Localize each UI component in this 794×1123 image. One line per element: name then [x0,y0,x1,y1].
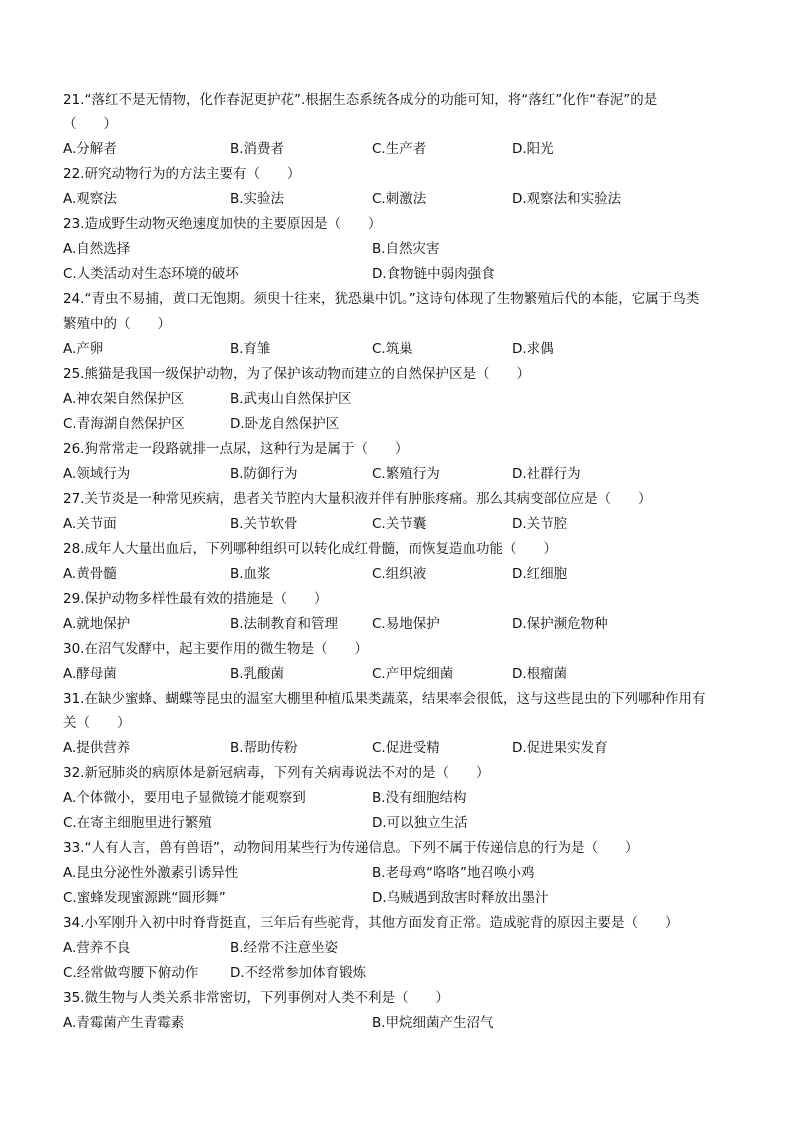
option-a: A.提供营养 [63,740,131,756]
question-33-stem: 33.“人有人言，兽有兽语”，动物间用某些行为传递信息。下列不属于传递信息的行为是（ ） [63,840,639,856]
option-b: B.育雏 [230,341,271,357]
question-25-stem: 25.熊猫是我国一级保护动物，为了保护该动物而建立的自然保护区是（ ） [63,366,530,382]
option-a: A.分解者 [63,141,117,157]
question-35-stem: 35.微生物与人类关系非常密切，下列事例对人类不利是（ ） [63,990,449,1006]
option-c: C.筑巢 [372,341,413,357]
option-d: D.食物链中弱肉强食 [372,266,495,282]
option-b: B.实验法 [230,191,285,207]
option-a: A.营养不良 [63,940,131,956]
question-30-options [63,664,743,684]
option-a: A.自然选择 [63,241,131,257]
option-a: A.产卵 [63,341,104,357]
option-b: B.法制教育和管理 [230,616,339,632]
option-d: D.不经常参加体育锻炼 [230,965,367,981]
question-21-options [63,139,743,159]
option-b: B.帮助传粉 [230,740,298,756]
option-b: B.消费者 [230,141,285,157]
option-a: A.观察法 [63,191,117,207]
question-26-options [63,464,743,484]
option-a: A.关节面 [63,516,117,532]
question-23-options-row-2 [63,264,743,284]
option-c: C.人类活动对生态环境的破坏 [63,266,239,282]
question-31-stem-line-1: 31.在缺少蜜蜂、蝴蝶等昆虫的温室大棚里种植瓜果类蔬菜，结果率会很低，这与这些昆虫的下列哪种作用有 [63,691,706,707]
option-c: C.产甲烷细菌 [372,666,454,682]
option-c: C.繁殖行为 [372,466,440,482]
question-23-stem: 23.造成野生动物灭绝速度加快的主要原因是（ ） [63,216,382,232]
question-31-options [63,738,743,758]
question-34-stem: 34.小军刚升入初中时脊背挺直，三年后有些驼背，其他方面发育正常。造成驼背的原因主要是（ ） [63,915,679,931]
question-33-options-row-2 [63,888,743,908]
option-a: A.个体微小，要用电子显微镜才能观察到 [63,790,306,806]
question-29-stem: 29.保护动物多样性最有效的措施是（ ） [63,591,328,607]
option-d: D.卧龙自然保护区 [230,416,340,432]
question-27-stem: 27.关节炎是一种常见疾病，患者关节腔内大量积液并伴有肿胀疼痛。那么其病变部位应是（ ） [63,491,652,507]
option-a: A.酵母菌 [63,666,117,682]
option-a: A.黄骨髓 [63,566,117,582]
option-d: D.红细胞 [512,566,568,582]
option-b: B.防御行为 [230,466,298,482]
option-c: C.关节囊 [372,516,427,532]
option-d: D.阳光 [512,141,554,157]
question-34-options-row-1 [63,938,743,958]
question-21-stem-line-1: 21.“落红不是无情物，化作春泥更护花”.根据生态系统各成分的功能可知，将“落红”化作“春泥”的是 [63,92,658,108]
option-c: C.刺激法 [372,191,427,207]
option-b: B.关节软骨 [230,516,298,532]
question-23-options-row-1 [63,239,743,259]
question-32-options-row-2 [63,813,743,833]
option-b: B.甲烷细菌产生沼气 [372,1015,494,1031]
option-c: C.蜜蜂发现蜜源跳“圆形舞” [63,890,226,906]
option-d: D.求偶 [512,341,554,357]
question-27-options [63,514,743,534]
option-b: B.武夷山自然保护区 [230,391,352,407]
option-b: B.经常不注意坐姿 [230,940,339,956]
option-a: A.领域行为 [63,466,131,482]
option-d: D.社群行为 [512,466,581,482]
option-d: D.根瘤菌 [512,666,568,682]
question-28-options [63,564,743,584]
option-b: B.没有细胞结构 [372,790,467,806]
question-22-stem: 22.研究动物行为的方法主要有（ ） [63,166,301,182]
option-d: D.可以独立生活 [372,815,468,831]
option-c: C.青海湖自然保护区 [63,416,185,432]
option-a: A.昆虫分泌性外激素引诱异性 [63,865,239,881]
option-b: B.老母鸡“咯咯”地召唤小鸡 [372,865,535,881]
question-35-options-row-1 [63,1013,743,1033]
option-c: C.生产者 [372,141,427,157]
question-22-options [63,189,743,209]
option-b: B.自然灾害 [372,241,440,257]
question-21-stem-line-2: （ ） [63,116,117,132]
question-29-options [63,614,743,634]
option-c: C.在寄主细胞里进行繁殖 [63,815,212,831]
option-c: C.促进受精 [372,740,440,756]
question-25-options-row-1 [63,389,743,409]
question-31-stem-line-2: 关（ ） [63,715,131,731]
option-d: D.促进果实发育 [512,740,608,756]
question-32-options-row-1 [63,788,743,808]
option-b: B.乳酸菌 [230,666,285,682]
question-24-options [63,339,743,359]
option-d: D.保护濒危物种 [512,616,608,632]
question-30-stem: 30.在沼气发酵中，起主要作用的微生物是（ ） [63,641,368,657]
option-a: A.神农架自然保护区 [63,391,185,407]
question-24-stem-line-2: 繁殖中的（ ） [63,316,171,332]
option-b: B.血浆 [230,566,271,582]
question-33-options-row-1 [63,863,743,883]
option-d: D.关节腔 [512,516,568,532]
option-a: A.就地保护 [63,616,131,632]
question-25-options-row-2 [63,414,743,434]
option-c: C.易地保护 [372,616,440,632]
option-c: C.组织液 [372,566,427,582]
option-d: D.乌贼遇到敌害时释放出墨汁 [372,890,549,906]
question-34-options-row-2 [63,963,743,983]
option-a: A.青霉菌产生青霉素 [63,1015,185,1031]
question-28-stem: 28.成年人大量出血后，下列哪种组织可以转化成红骨髓，而恢复造血功能（ ） [63,541,557,557]
question-24-stem-line-1: 24.“青虫不易捕，黄口无饱期。须臾十往来，犹恐巢中饥。”这诗句体现了生物繁殖后代的本能，它属于鸟类 [63,291,700,307]
question-32-stem: 32.新冠肺炎的病原体是新冠病毒，下列有关病毒说法不对的是（ ） [63,765,490,781]
option-c: C.经常做弯腰下俯动作 [63,965,199,981]
option-d: D.观察法和实验法 [512,191,622,207]
question-26-stem: 26.狗常常走一段路就排一点尿，这种行为是属于（ ） [63,441,409,457]
